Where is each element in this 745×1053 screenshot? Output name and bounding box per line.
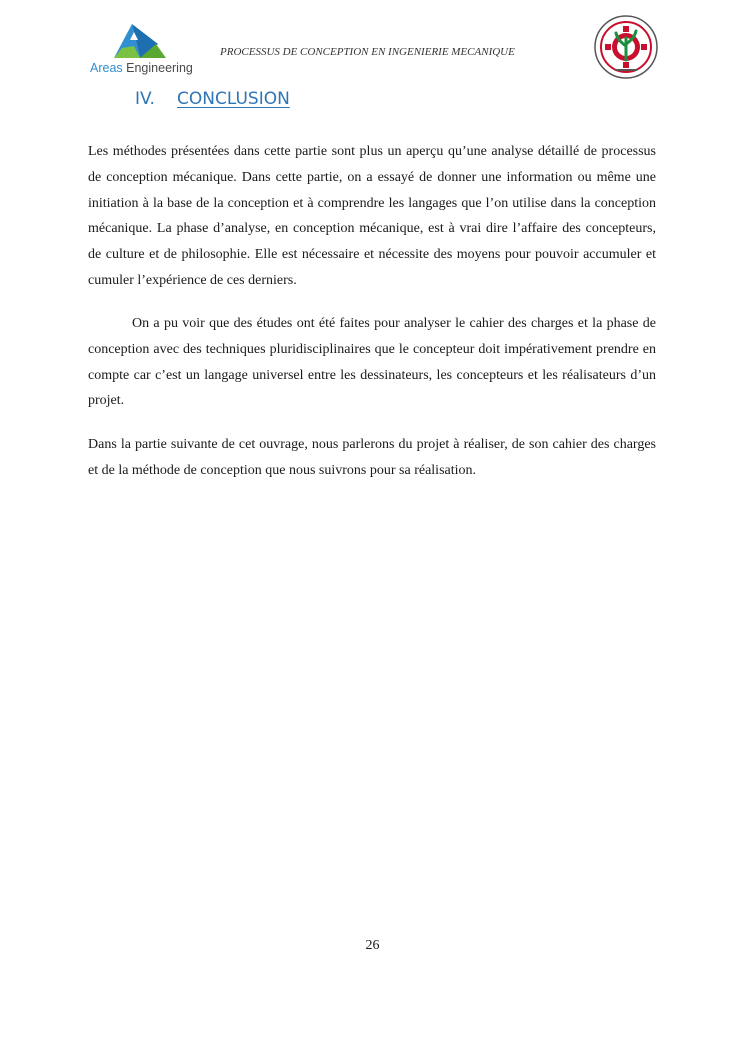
paragraph-2: On a pu voir que des études ont été faites pour analyser le cahier des charges et la phase de conception avec des techniques pluridisciplinaires que le concepteur doit impérativement prendre en compte car c’est un langage universel entre les dessinateurs, les concepteurs et les réalisateurs d’un projet. <box>88 316 656 409</box>
paragraph-1: Les méthodes présentées dans cette partie sont plus un aperçu qu’une analyse détaillé de processus de conception mécanique. Dans cette partie, on a essayé de donner une information ou même une initiation à la base de la conception et à comprendre les langages que l’on utilise dans la conception mécanique. La phase d’analyse, en conception mécanique, est à vrai dire l’affaire des concepteurs, de culture et de philosophie. Elle est nécessaire et nécessite des moyens pour pouvoir accumuler et cumuler l’expérience de ces derniers. <box>88 144 656 288</box>
institution-seal-logo <box>593 14 659 80</box>
page-header <box>0 0 745 84</box>
section-heading <box>135 89 290 109</box>
gear-emblem-icon <box>593 14 659 80</box>
page-number: 26 <box>365 938 380 953</box>
areas-engineering-logo <box>90 22 202 78</box>
running-header-title: PROCESSUS DE CONCEPTION EN INGENIERIE MECANIQUE <box>220 46 515 58</box>
triangle-logo-icon <box>110 22 170 62</box>
section-number: IV. <box>135 89 155 109</box>
paragraph-3: Dans la partie suivante de cet ouvrage, nous parlerons du projet à réaliser, de son cahier des charges et de la méthode de conception que nous suivrons pour sa réalisation. <box>88 437 656 478</box>
section-title: CONCLUSION <box>177 89 290 109</box>
logo-wordmark: Areas Engineering <box>90 61 193 75</box>
